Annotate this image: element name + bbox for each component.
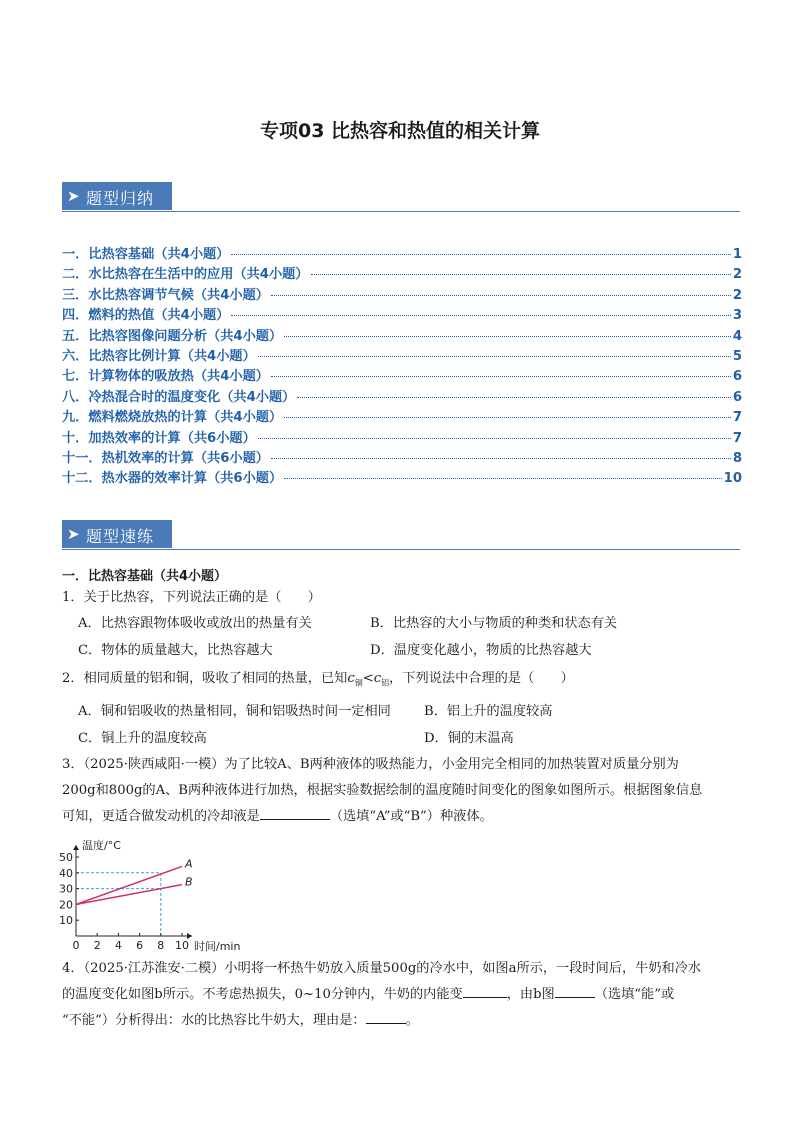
section-band-summary bbox=[62, 182, 740, 212]
toc-leader bbox=[284, 417, 731, 418]
band-label: 题型归纳 bbox=[86, 189, 155, 208]
answer-blank[interactable] bbox=[260, 807, 330, 820]
toc-label: 八．冷热混合时的温度变化（共4小题） bbox=[62, 389, 296, 405]
toc-page: 3 bbox=[732, 308, 742, 324]
question-4-line-3 bbox=[62, 1008, 744, 1034]
toc-item-3[interactable] bbox=[62, 284, 742, 304]
toc-label: 六．比热容比例计算（共4小题） bbox=[62, 348, 256, 364]
question-2-stem-post: ，下列说法中合理的是（ ） bbox=[389, 671, 574, 686]
question-2-stem bbox=[62, 666, 744, 697]
toc-item-8[interactable] bbox=[62, 386, 742, 406]
toc-page: 4 bbox=[732, 328, 742, 344]
toc-page: 2 bbox=[732, 267, 742, 283]
toc-leader bbox=[311, 274, 731, 275]
toc-leader bbox=[271, 458, 731, 459]
toc-label: 十二．热水器的效率计算（共6小题） bbox=[62, 471, 283, 487]
toc-leader bbox=[271, 295, 731, 296]
toc-label: 三．水比热容调节气候（共4小题） bbox=[62, 287, 269, 303]
question-4-line-2-a: 的温度变化如图b所示。不考虑热损失，0~10分钟内，牛奶的内能变 bbox=[62, 987, 463, 1002]
y-tick-label: 40 bbox=[59, 866, 73, 880]
table-of-contents bbox=[62, 243, 742, 488]
temperature-time-chart bbox=[58, 826, 298, 952]
toc-page: 8 bbox=[732, 450, 742, 466]
toc-label: 十一．热机效率的计算（共6小题） bbox=[62, 450, 269, 466]
toc-page: 6 bbox=[732, 369, 742, 385]
toc-label: 二．水比热容在生活中的应用（共4小题） bbox=[62, 267, 309, 283]
question-4-line-2 bbox=[62, 982, 744, 1008]
toc-page: 7 bbox=[732, 410, 742, 426]
formula-less-than: < bbox=[362, 671, 374, 686]
question-4-line-2-b: ，由b图 bbox=[506, 987, 555, 1002]
y-axis-label: 温度/°C bbox=[82, 839, 121, 852]
question-1-option-c: C．物体的质量越大，比热容越大 bbox=[78, 643, 273, 658]
arrow-right-icon: ➤ bbox=[67, 525, 80, 543]
toc-page: 7 bbox=[732, 430, 742, 446]
section-band-practice bbox=[62, 520, 740, 550]
answer-blank[interactable] bbox=[366, 1011, 406, 1024]
x-tick-label: 4 bbox=[114, 939, 122, 952]
question-3-line-1: 3．（2025·陕西咸阳·一模）为了比较A、B两种液体的吸热能力，小金用完全相同的加热装置对质量分别为 bbox=[62, 757, 679, 772]
page-title: 专项03 比热容和热值的相关计算 bbox=[259, 120, 541, 142]
series-line-A bbox=[76, 866, 182, 904]
toc-label: 五．比热容图像问题分析（共4小题） bbox=[62, 328, 283, 344]
toc-item-1[interactable] bbox=[62, 243, 742, 263]
band-underline bbox=[62, 211, 740, 213]
question-2-option-b: B．铝上升的温度较高 bbox=[424, 704, 553, 719]
x-tick-label: 6 bbox=[136, 939, 144, 952]
toc-item-12[interactable] bbox=[62, 467, 742, 487]
toc-item-5[interactable] bbox=[62, 325, 742, 345]
x-axis-label: 时间/min bbox=[194, 940, 241, 952]
toc-item-4[interactable] bbox=[62, 304, 742, 324]
formula-sub-al: 铝 bbox=[381, 678, 390, 688]
toc-page: 5 bbox=[732, 348, 742, 364]
x-tick-label: 8 bbox=[157, 939, 165, 952]
question-1-stem: 1．关于比热容，下列说法正确的是（ ） bbox=[62, 590, 321, 605]
toc-label: 九．燃料燃烧放热的计算（共4小题） bbox=[62, 410, 283, 426]
question-1-option-a: A．比热容跟物体吸收或放出的热量有关 bbox=[78, 616, 312, 631]
band-underline bbox=[62, 549, 740, 551]
question-4-line-1: 4．（2025·江苏淮安·二模）小明将一杯热牛奶放入质量500g的冷水中，如图a所示，一段时间后，牛奶和冷水 bbox=[62, 961, 702, 976]
y-tick-label: 50 bbox=[59, 851, 73, 864]
toc-item-7[interactable] bbox=[62, 365, 742, 385]
toc-label: 十．加热效率的计算（共6小题） bbox=[62, 430, 256, 446]
band-label: 题型速练 bbox=[86, 527, 155, 546]
formula-sub-cu: 铜 bbox=[354, 678, 363, 688]
toc-item-2[interactable] bbox=[62, 263, 742, 283]
toc-page: 2 bbox=[732, 287, 742, 303]
toc-item-10[interactable] bbox=[62, 427, 742, 447]
series-line-B bbox=[76, 885, 182, 905]
toc-leader bbox=[297, 397, 730, 398]
question-2-stem-pre: 2．相同质量的铝和铜，吸收了相同的热量，已知 bbox=[62, 671, 348, 686]
y-tick-label: 30 bbox=[59, 882, 73, 896]
question-3-line-3-pre: 可知，更适合做发动机的冷却液是 bbox=[62, 809, 260, 824]
question-1-option-b: B．比热容的大小与物质的种类和状态有关 bbox=[370, 616, 618, 631]
formula-c: c bbox=[347, 671, 355, 686]
toc-page: 6 bbox=[732, 389, 742, 405]
toc-leader bbox=[231, 254, 730, 255]
question-4 bbox=[62, 956, 744, 1034]
toc-label: 一．比热容基础（共4小题） bbox=[62, 247, 230, 262]
toc-label: 四．燃料的热值（共4小题） bbox=[62, 308, 230, 324]
toc-leader bbox=[271, 376, 731, 377]
series-label-A: A bbox=[185, 857, 193, 871]
toc-leader bbox=[258, 438, 731, 439]
toc-page: 10 bbox=[723, 471, 742, 487]
question-4-line-2-c: （选填“能”或 bbox=[594, 987, 675, 1002]
toc-item-9[interactable] bbox=[62, 406, 742, 426]
question-1-option-d: D．温度变化越小，物质的比热容越大 bbox=[370, 643, 592, 658]
toc-leader bbox=[284, 478, 721, 479]
y-tick-label: 20 bbox=[59, 898, 73, 912]
question-3-line-2: 200g和800g的A、B两种液体进行加热，根据实验数据绘制的温度随时间变化的图象如图所示。根据图象信息 bbox=[62, 783, 703, 798]
answer-blank[interactable] bbox=[555, 985, 595, 998]
question-4-line-3-a: “不能”）分析得出：水的比热容比牛奶大，理由是： bbox=[62, 1013, 366, 1028]
x-tick-label: 0 bbox=[72, 939, 80, 952]
question-3 bbox=[62, 752, 744, 830]
question-4-line-3-b: 。 bbox=[405, 1013, 419, 1028]
toc-leader bbox=[231, 315, 730, 316]
y-tick-label: 10 bbox=[59, 914, 73, 928]
question-2-option-a: A．铜和铝吸收的热量相同，铜和铝吸热时间一定相同 bbox=[78, 704, 391, 719]
question-2-option-c: C．铜上升的温度较高 bbox=[78, 731, 207, 746]
answer-blank[interactable] bbox=[463, 985, 507, 998]
series-label-B: B bbox=[185, 875, 193, 889]
toc-leader bbox=[258, 356, 731, 357]
toc-leader bbox=[284, 336, 731, 337]
y-axis-arrow-icon bbox=[73, 845, 79, 850]
question-3-line-3-post: （选填“A”或“B”）种液体。 bbox=[329, 809, 493, 824]
x-tick-label: 2 bbox=[93, 939, 101, 952]
toc-label: 七．计算物体的吸放热（共4小题） bbox=[62, 369, 269, 385]
section-heading: 一．比热容基础（共4小题） bbox=[62, 569, 228, 584]
question-2-option-d: D．铜的末温高 bbox=[424, 731, 514, 746]
toc-page: 1 bbox=[732, 247, 742, 262]
arrow-right-icon: ➤ bbox=[67, 187, 80, 205]
formula-c: c bbox=[373, 671, 382, 686]
x-tick-label: 10 bbox=[175, 939, 189, 952]
toc-item-11[interactable] bbox=[62, 447, 742, 467]
toc-item-6[interactable] bbox=[62, 345, 742, 365]
